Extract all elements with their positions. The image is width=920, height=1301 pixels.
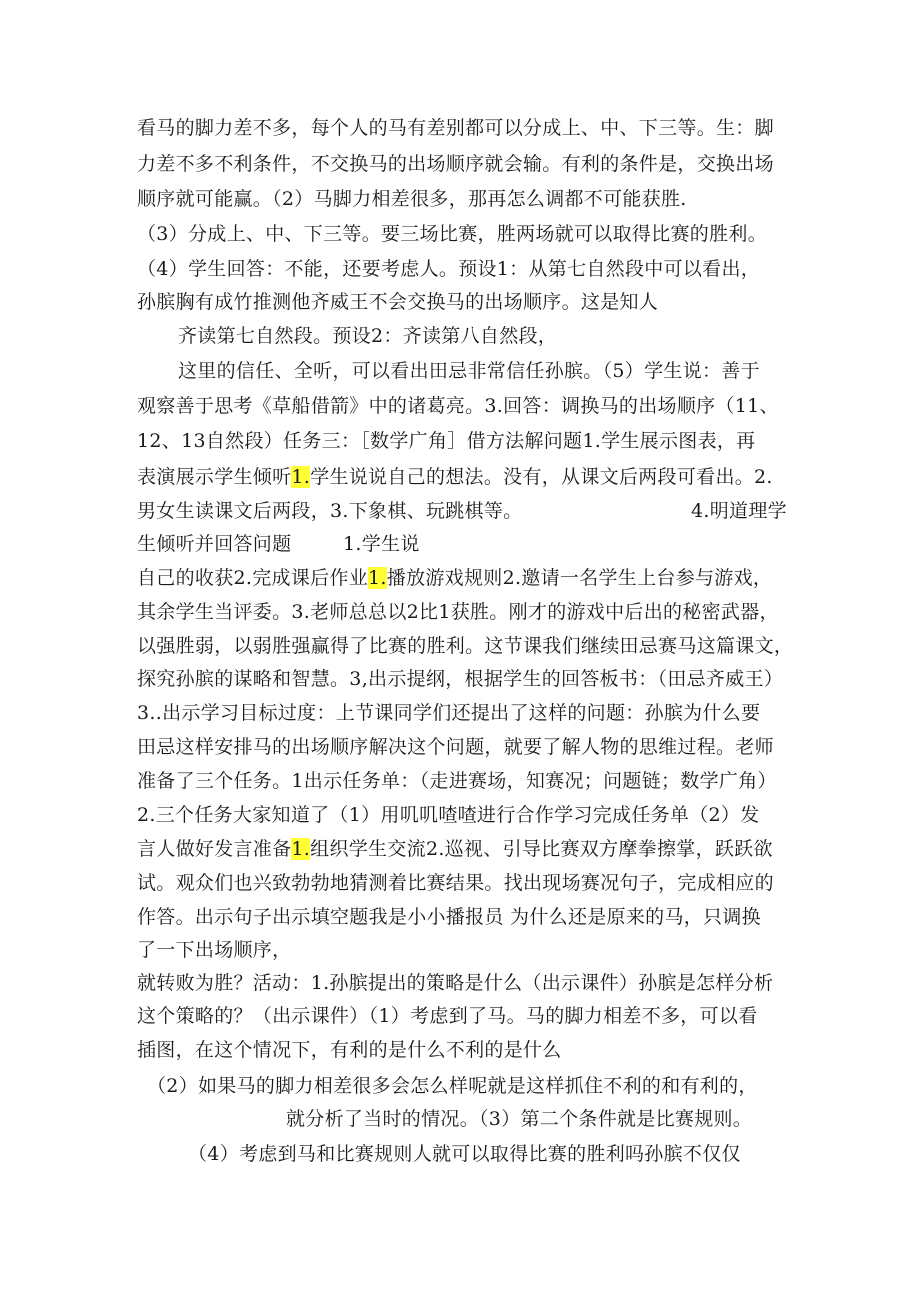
text-line: 男女生读课文后两段，3.下象棋、玩跳棋等。 (137, 500, 523, 522)
text-line: 这里的信任、全听，可以看出田忌非常信任孙膑。（5）学生说：善于 (178, 360, 760, 382)
text-line: 田忌这样安排马的出场顺序解决这个问题，就要了解人物的思维过程。老师 (137, 736, 774, 758)
text-line: 齐读第七自然段。预设2：齐读第八自然段， (178, 325, 558, 347)
text-line: （4）学生回答：不能，还要考虑人。预设1：从第七自然段中可以看出， (137, 258, 761, 280)
text-line (137, 837, 773, 861)
text-line: 4.明道理学 (691, 500, 787, 522)
text-segment: 播放游戏规则2.邀请一名学生上台参与游戏， (386, 567, 773, 589)
text-line: 准备了三个任务。1出示任务单：（走进赛场，知赛况；问题链；数学广角） (137, 770, 777, 792)
text-line: 生倾听并回答问题 (137, 533, 292, 555)
text-segment: 学生说说自己的想法。没有，从课文后两段可看出。2. (310, 466, 773, 488)
text-line: 2.三个任务大家知道了（1）用叽叽喳喳进行合作学习完成任务单（2）发 (137, 804, 760, 826)
text-line (137, 465, 773, 489)
highlighted-text: 1. (291, 466, 311, 488)
highlighted-text: 1. (291, 838, 311, 860)
text-line: 了一下出场顺序， (137, 939, 292, 961)
highlighted-text: 1. (368, 567, 387, 589)
text-line: 插图，在这个情况下，有利的是什么不利的是什么 (137, 1039, 562, 1061)
text-line: （2）如果马的脚力相差很多会怎么样呢就是这样抓住不利的和有利的， (147, 1075, 758, 1097)
text-segment: 自己的收获2.完成课后作业 (137, 567, 369, 589)
text-line: 3..出示学习目标过度：上节课同学们还提出了这样的问题：孙膑为什么要 (137, 702, 761, 724)
text-line: 试。观众们也兴致勃勃地猜测着比赛结果。找出现场赛况句子，完成相应的 (137, 872, 774, 894)
text-segment: 组织学生交流2.巡视、引导比赛双方摩拳擦掌，跃跃欲 (310, 838, 773, 860)
text-line: 看马的脚力差不多，每个人的马有差别都可以分成上、中、下三等。生：脚 (137, 117, 774, 139)
text-line: 就分析了当时的情况。（3）第二个条件就是比赛规则。 (286, 1108, 753, 1130)
text-line: （4）考虑到马和比赛规则人就可以取得比赛的胜利吗孙膑不仅仅 (188, 1143, 741, 1165)
text-line: 这个策略的？（出示课件）（1）考虑到了马。马的脚力相差不多，可以看 (137, 1005, 758, 1027)
text-line: 顺序就可能赢。（2）马脚力相差很多，那再怎么调都不可能获胜. (137, 188, 687, 210)
text-line: 观察善于思考《草船借箭》中的诸葛亮。3.回答：调换马的出场顺序（11、 (137, 395, 779, 417)
text-line: 以强胜弱，以弱胜强赢得了比赛的胜利。这节课我们继续田忌赛马这篇课文， (137, 635, 794, 657)
text-line: 探究孙膑的谋略和智慧。3,出示提纲，根据学生的回答板书：（田忌齐威王） (137, 668, 784, 690)
text-line: 作答。出示句子出示填空题我是小小播报员 为什么还是原来的马，只调换 (137, 906, 761, 928)
text-line: 12、13自然段）任务三：［数学广角］借方法解问题1.学生展示图表，再 (137, 430, 756, 452)
text-line: （3）分成上、中、下三等。要三场比赛，胜两场就可以取得比赛的胜利。 (137, 223, 767, 245)
text-line: 1.学生说 (343, 533, 420, 555)
text-line (137, 566, 772, 590)
text-line: 其余学生当评委。3.老师总总以2比1获胜。刚才的游戏中后出的秘密武器， (137, 601, 779, 623)
text-line: 孙膑胸有成竹推测他齐威王不会交换马的出场顺序。这是知人 (137, 291, 659, 313)
text-line: 力差不多不利条件，不交换马的出场顺序就会输。有利的条件是，交换出场 (137, 153, 774, 175)
text-segment: 言人做好发言准备 (137, 838, 292, 860)
text-segment: 表演展示学生倾听 (137, 466, 292, 488)
text-line: 就转败为胜？活动：1.孙膑提出的策略是什么（出示课件）孙膑是怎样分析 (137, 972, 774, 994)
